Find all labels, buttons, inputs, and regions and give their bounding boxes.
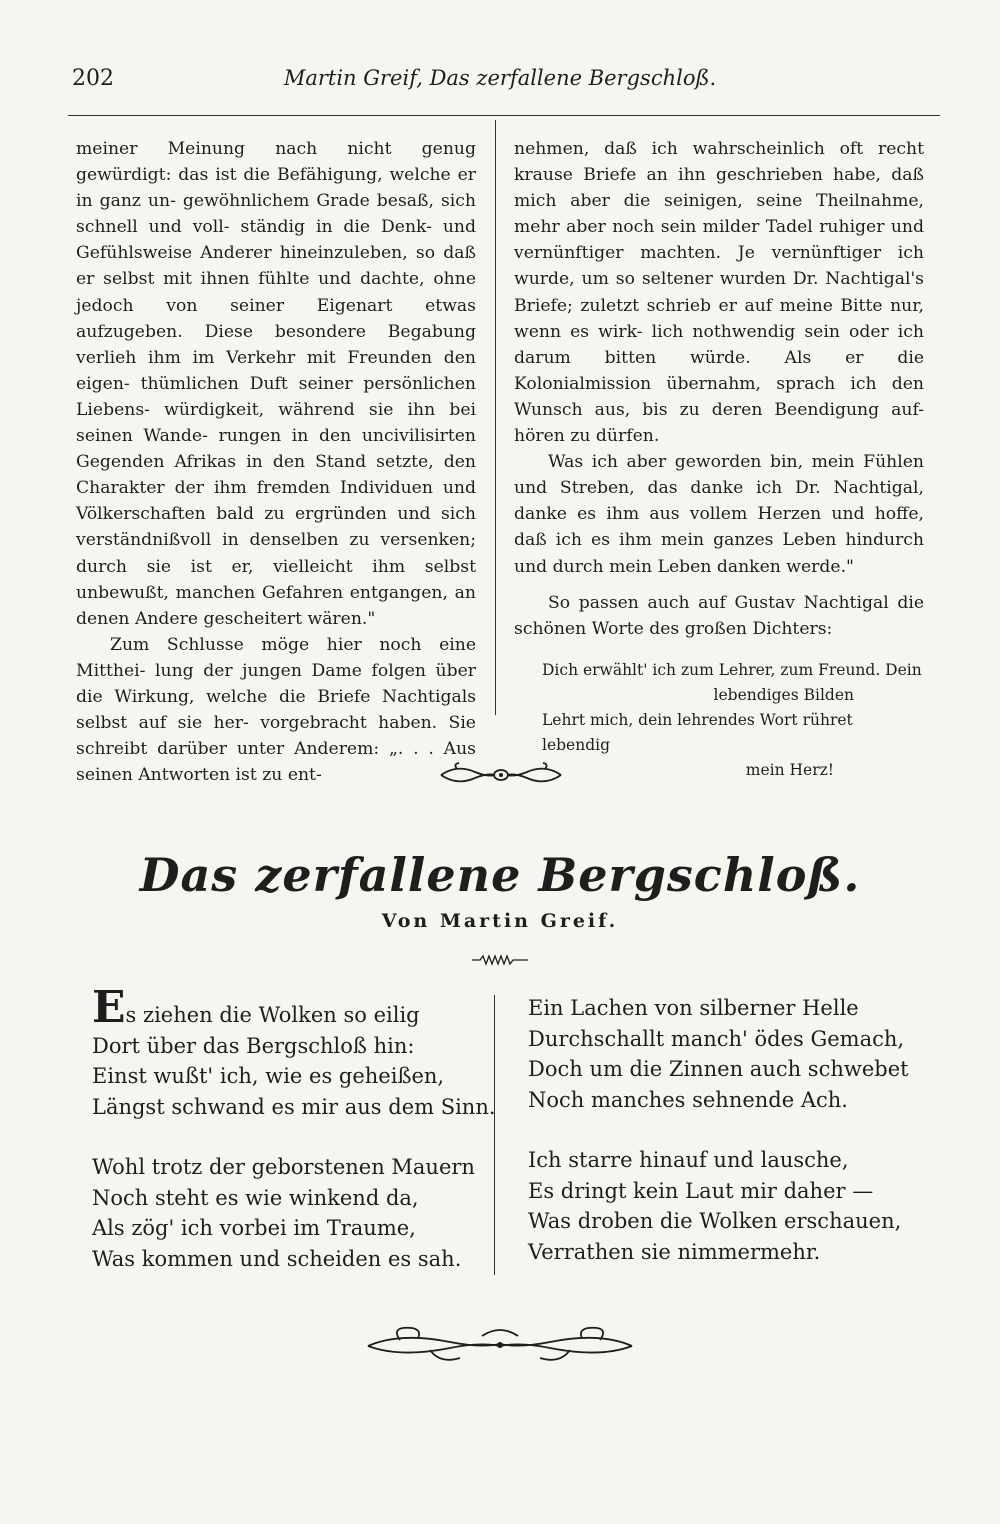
- right-paragraph-1: [514, 136, 924, 449]
- text-line: schrieb er auf meine Bitte nur, wenn es wirk-: [514, 295, 924, 342]
- quote-line: lebendiges Bilden: [713, 685, 854, 704]
- poem-stanza: [92, 982, 496, 1122]
- text-line: Briefe an ihn geschrieben habe, daß mich aber: [514, 165, 924, 212]
- right-paragraph-3: [514, 590, 924, 642]
- text-line: thümlichen Duft seiner persönlichen Liebens-: [76, 373, 476, 420]
- text-line: meiner Meinung nach nicht genug gewürdigt:: [76, 139, 476, 186]
- text-line: Anderem:: [294, 739, 380, 760]
- quote-line: Dich erwählt' ich zum Lehrer, zum Freund. Dein: [542, 660, 922, 679]
- running-title: Martin Greif, Das zerfallene Bergschloß.: [283, 66, 717, 90]
- poem-line: Ein Lachen von silberner Helle: [528, 996, 859, 1020]
- poem-line: Es dringt kein Laut mir daher —: [528, 1178, 874, 1203]
- squiggle-divider-icon: [470, 953, 530, 967]
- text-line: lich nothwendig sein oder ich darum bitten würde.: [514, 321, 924, 368]
- text-line: machten. Je vernünftiger ich wurde, um so: [514, 243, 924, 290]
- page-header: [72, 66, 928, 102]
- poem-line: Noch manches sehnende Ach.: [528, 1087, 848, 1112]
- poem-line-text: s ziehen die Wolken so eilig: [125, 1003, 420, 1027]
- text-line: ergründen und sich verständnißvoll in denselben: [76, 504, 476, 551]
- poem-line: Durchschallt manch' ödes Gemach,: [528, 1026, 905, 1051]
- poem-stanza: [528, 1145, 928, 1267]
- text-line: hineinzuleben, so daß er selbst mit ihnen fühlte: [76, 243, 476, 290]
- poem-line: Verrathen sie nimmermehr.: [528, 1239, 821, 1264]
- right-text-column: [514, 136, 924, 783]
- quote-line: mein Herz!: [745, 760, 834, 779]
- ornament-icon: [437, 760, 565, 790]
- text-line: hören zu dürfen.: [514, 426, 660, 447]
- text-line: seltener wurden Dr. Nachtigal's Briefe; zuletzt: [514, 269, 924, 316]
- poem-line: Noch steht es wie winkend da,: [92, 1185, 419, 1210]
- text-line: verlieh ihm im Verkehr mit Freunden den eigen-: [76, 347, 476, 394]
- closing-ornament-icon: [360, 1318, 640, 1370]
- text-line: und Streben, das danke ich Dr. Nachtigal,: [514, 478, 924, 499]
- text-line: durch mein Leben danken werde.": [552, 556, 854, 577]
- text-line: fremden Individuen und Völkerschaften bald zu: [76, 478, 476, 525]
- poem-line: Wohl trotz der geborstenen Mauern: [92, 1155, 475, 1179]
- text-line: gewöhnlichem Grade besaß, sich schnell und voll-: [76, 191, 476, 238]
- poem-right-column: [528, 993, 928, 1297]
- poem-line: [92, 982, 472, 1033]
- text-line: ich es ihm mein ganzes Leben hindurch und: [514, 530, 924, 577]
- text-line: würdigkeit, während sie ihn bei seinen Wande-: [76, 399, 477, 447]
- column-divider: [495, 120, 496, 715]
- text-line: Als er die Kolonialmission übernahm, sprach ich: [514, 347, 925, 394]
- text-line: Zum Schlusse möge hier noch eine Mitthei-: [76, 634, 476, 681]
- dropcap: E: [92, 982, 126, 1033]
- text-line: vorgebracht haben. Sie schreibt darüber unter: [76, 713, 476, 760]
- poem-line: Einst wußt' ich, wie es geheißen,: [92, 1064, 445, 1088]
- text-line: rungen in den uncivilisirten Gegenden Afrikas: [76, 426, 476, 473]
- text-line: lung der jungen Dame folgen über die Wirkung,: [76, 660, 476, 707]
- poem-author: Von Martin Greif.: [381, 910, 619, 932]
- text-line: schönen Worte des großen Dichters:: [514, 618, 833, 639]
- poem-line: Dort über das Bergschloß hin:: [92, 1033, 415, 1058]
- poem-left-column: [92, 982, 496, 1304]
- left-text-column: [76, 136, 476, 788]
- poem-stanza: [528, 993, 928, 1115]
- header-rule: [68, 115, 940, 116]
- text-line: welche die Briefe Nachtigals selbst auf sie her-: [76, 686, 477, 734]
- text-line: „. . . Aus seinen Antworten ist zu ent-: [76, 739, 476, 786]
- text-line: etwas aufzugeben. Diese besondere Begabung: [76, 295, 476, 342]
- poem-line: Was kommen und scheiden es sah.: [92, 1246, 462, 1271]
- left-paragraph-2: [76, 632, 476, 789]
- right-paragraph-2: [514, 449, 924, 579]
- text-line: die seinigen, seine Theilnahme, mehr aber noch: [514, 191, 925, 238]
- poem-stanza: [92, 1152, 475, 1274]
- poem-line: Doch um die Zinnen auch schwebet: [528, 1057, 909, 1081]
- poem-line: Längst schwand es mir aus dem Sinn.: [92, 1094, 496, 1119]
- poem-line: Ich starre hinauf und lausche,: [528, 1148, 849, 1172]
- quote-line: Lehrt mich, dein lehrendes Wort rühret lebendig: [542, 710, 853, 754]
- poem-column-divider: [494, 995, 495, 1275]
- text-line: ständig in die Denk- und Gefühlsweise Anderer: [76, 217, 476, 264]
- poem-title: Das zerfallene Bergschloß.: [139, 848, 861, 902]
- text-line: den Wunsch aus, bis zu deren Beendigung auf-: [514, 373, 924, 420]
- verse-quote: [514, 658, 924, 783]
- text-line: und dachte, ohne jedoch von seiner Eigenart: [76, 269, 476, 316]
- text-line: das ist die Befähigung, welche er in ganz un-: [76, 165, 476, 212]
- text-line: Was ich aber geworden bin, mein Fühlen: [548, 452, 924, 473]
- text-line: nehmen, daß ich wahrscheinlich oft recht krause: [514, 139, 924, 186]
- text-line: in den Stand setzte, den Charakter der ihm: [76, 452, 476, 499]
- left-paragraph-1: [76, 136, 476, 632]
- text-line: zu versenken; durch sie ist er, vielleicht ihm selbst: [76, 530, 477, 577]
- text-line: denen Andere gescheitert wären.": [76, 608, 376, 629]
- poem-line: Als zög' ich vorbei im Traume,: [92, 1216, 416, 1240]
- page-number: 202: [72, 66, 114, 91]
- text-line: So passen auch auf Gustav Nachtigal die: [548, 592, 924, 613]
- text-line: danke es ihm aus vollem Herzen und hoffe, daß: [514, 504, 924, 551]
- poem-line: Was droben die Wolken erschauen,: [528, 1209, 902, 1233]
- text-line: unbewußt, manchen Gefahren entgangen, an: [76, 582, 476, 603]
- text-line: sein milder Tadel ruhiger und vernünftiger: [514, 217, 924, 264]
